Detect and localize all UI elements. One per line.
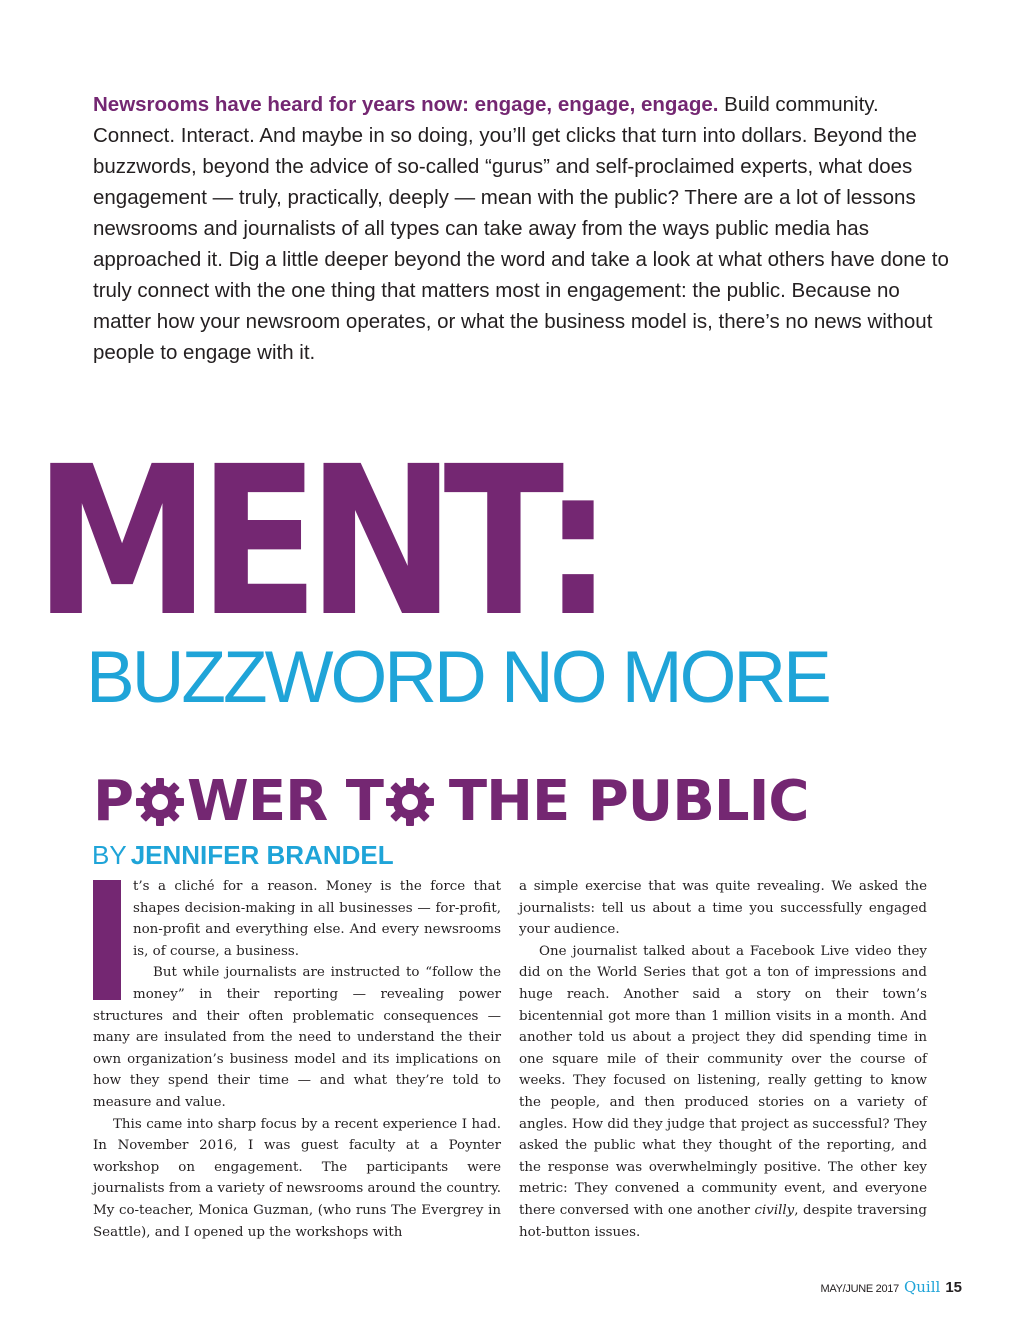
article-paragraph: a simple exercise that was quite revealing. We asked the journalists: tell us about a time you successfully engaged your audience. (519, 879, 927, 938)
page-footer (821, 1278, 962, 1296)
page-number: 15 (945, 1279, 962, 1296)
article-text: , despite traversing hot-button issues. (519, 1202, 928, 1240)
intro-body: Build community. Connect. Interact. And maybe in so doing, you’ll get clicks that turn into dollars. Beyond the buzzwords, beyond the advice of so-called “gurus” and self-proclaimed experts, what does engagement — truly, practically, deeply — mean with the public? There are a lot of lessons newsrooms and journalists of all types can take away from the ways public media has approached it. Dig a little deeper beyond the word and take a look at what others have done to truly connect with the one thing that matters most in engagement: the public. Because no matter how your newsroom operates, or what the business model is, there’s no news without people to engage with it. (93, 93, 949, 364)
gear-icon (135, 777, 185, 827)
section-title-part-2: WER T (187, 769, 383, 834)
article-column-left (93, 876, 501, 1243)
section-title (93, 770, 809, 834)
intro-lead: Newsrooms have heard for years now: engage, engage, engage. (93, 93, 719, 116)
article-paragraph (519, 941, 927, 1243)
section-title-part-1: P (93, 769, 134, 834)
headline-subtitle: BUZZWORD NO MORE (86, 637, 829, 718)
article-paragraph: This came into sharp focus by a recent experience I had. In November 2016, I was guest faculty at a Poynter workshop on engagement. The participants were journalists from a variety of newsrooms around the country. My co-teacher, Monica Guzman, (who runs The Evergrey in Seattle), and I opened up the workshops with (93, 1116, 501, 1240)
article-emphasis: civilly (754, 1202, 795, 1218)
article-paragraph: But while journalists are instructed to “follow the money” in their reporting — revealing power structures and their often problematic consequences — many are insulated from the need to understand the their own organization’s business model and its implications on how they spend their time — and what they’re told to measure and value. (93, 965, 501, 1110)
byline-author: JENNIFER BRANDEL (130, 840, 394, 870)
intro-paragraph (93, 89, 953, 368)
drop-cap-i (93, 880, 121, 1000)
headline-main: MENT: (34, 422, 602, 662)
byline-prefix: BY (92, 840, 127, 870)
article-paragraph: t’s a cliché for a reason. Money is the force that shapes decision-making in all businesses — for-profit, non-profit and everything else. And every newsrooms is, of course, a business. (133, 879, 501, 959)
magazine-name: Quill (903, 1278, 941, 1296)
gear-icon (385, 777, 435, 827)
section-title-part-3: THE PUBLIC (448, 769, 809, 834)
issue-date: MAY/JUNE 2017 (820, 1283, 899, 1295)
article-column-right (519, 876, 927, 1243)
article-text: One journalist talked about a Facebook Live video they did on the World Series that got a ton of impressions and huge reach. Another said a story on their town’s bicentennial got more than 1 million visits in a month. And another told us about a project they did spending time in one square mile of their community over the course of weeks. They focused on listening, really getting to know the people, and then produced stories on a variety of angles. How did they judge that project as successful? They asked the public what they thought of the reporting, and the response was overwhelmingly positive. The other key metric: They convened a community event, and everyone there conversed with one another (519, 943, 927, 1218)
byline (92, 838, 394, 872)
